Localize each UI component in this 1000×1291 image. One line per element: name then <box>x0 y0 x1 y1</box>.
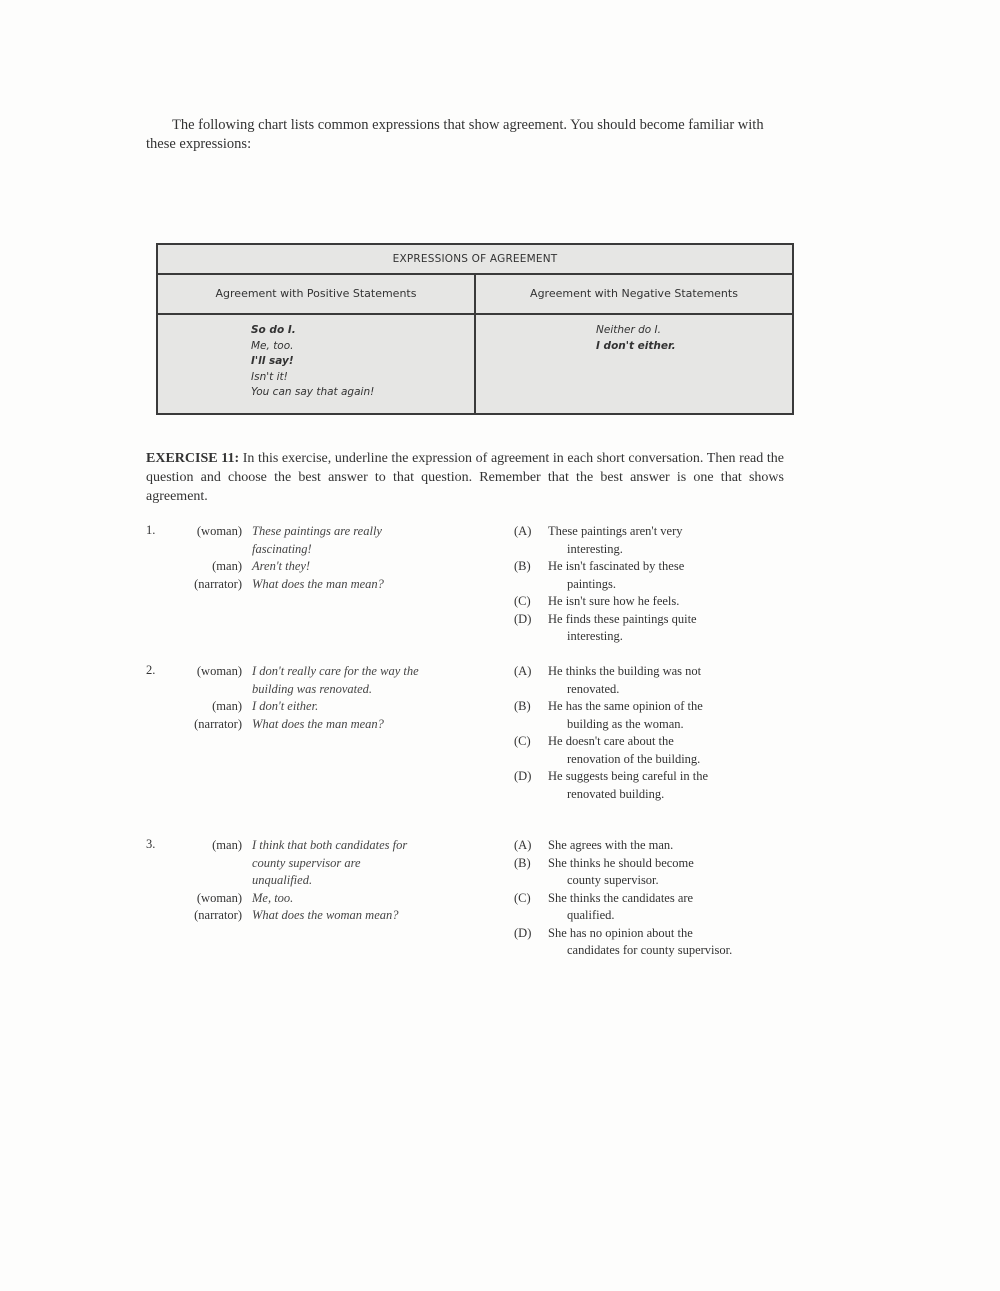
intro-paragraph: The following chart lists common expressions that show agreement. You should become familiar with these expressions: <box>146 117 764 152</box>
item-number: 3. <box>146 837 156 851</box>
option-text: He isn't fascinated by these paintings. <box>548 559 685 591</box>
option-text: He isn't sure how he feels. <box>548 594 680 608</box>
speech-text: I don't really care for the way the building was renovated. <box>252 664 419 696</box>
option-text: He has the same opinion of the building as the woman. <box>548 699 703 731</box>
speaker-label: (woman) <box>196 524 242 538</box>
conversation <box>166 837 456 925</box>
conversation-line <box>166 837 456 890</box>
speech-text: I think that both candidates for county supervisor are unqualified. <box>252 838 408 887</box>
expressions-chart <box>156 243 794 415</box>
chart-headers <box>158 275 792 315</box>
answer-options <box>514 837 814 960</box>
answer-option[interactable] <box>514 925 814 960</box>
conversation-line <box>166 698 456 716</box>
expression: Isn't it! <box>251 370 288 383</box>
option-text: She thinks the candidates are qualified. <box>548 890 694 922</box>
option-letter: (B) <box>514 855 531 870</box>
conversation <box>166 523 456 593</box>
conversation-line <box>166 890 456 908</box>
expression: Me, too. <box>251 339 294 352</box>
negative-column <box>476 315 792 415</box>
option-letter: (D) <box>514 769 532 783</box>
option-letter: (A) <box>514 524 532 538</box>
speech-text: What does the woman mean? <box>252 908 399 922</box>
expression: I'll say! <box>251 355 294 367</box>
option-letter: (B) <box>514 559 531 573</box>
conversation <box>166 663 456 733</box>
option-text: He doesn't care about the renovation of the building. <box>548 734 701 766</box>
conversation-line <box>166 716 456 734</box>
item-number: 2. <box>146 663 156 677</box>
option-letter: (A) <box>514 838 532 852</box>
conversation-line <box>166 907 456 925</box>
header-positive: Agreement with Positive Statements <box>158 275 476 313</box>
header-negative: Agreement with Negative Statements <box>530 287 738 300</box>
option-text: She has no opinion about the candidates for county supervisor. <box>548 925 733 957</box>
speech-text: Me, too. <box>252 890 294 905</box>
speech-text: What does the man mean? <box>252 576 384 591</box>
speech-text: What does the man mean? <box>252 716 384 731</box>
exercise-label: EXERCISE 11: <box>146 451 240 466</box>
answer-option[interactable] <box>514 558 814 593</box>
option-text: She thinks he should become county supervisor. <box>548 855 694 887</box>
expression: So do I. <box>251 324 296 336</box>
answer-option[interactable] <box>514 611 814 646</box>
answer-option[interactable] <box>514 698 814 733</box>
speaker-label: (narrator) <box>194 716 242 731</box>
speaker-label: (narrator) <box>194 576 242 591</box>
conversation-line <box>166 576 456 594</box>
answer-option[interactable] <box>514 593 814 611</box>
speech-text: These paintings are really fascinating! <box>252 524 382 556</box>
answer-option[interactable] <box>514 855 814 890</box>
speaker-label: (narrator) <box>194 908 242 922</box>
speaker-label: (man) <box>212 838 242 852</box>
speaker-label: (man) <box>212 559 242 573</box>
conversation-line <box>166 523 456 558</box>
option-text: He suggests being careful in the renovated building. <box>548 769 709 801</box>
speaker-label: (man) <box>212 699 242 713</box>
option-letter: (D) <box>514 925 532 940</box>
conversation-line <box>166 558 456 576</box>
option-letter: (D) <box>514 611 532 626</box>
conversation-line <box>166 663 456 698</box>
instructions-text: In this exercise, underline the expression of agreement in each short conversation. Then read the question and choose the best answer to that question. Remember that the best answer is one that shows agreement. <box>146 451 784 504</box>
option-letter: (A) <box>514 664 532 678</box>
chart-title: EXPRESSIONS OF AGREEMENT <box>158 245 792 275</box>
option-text: These paintings aren't very interesting. <box>548 524 683 556</box>
option-text: He thinks the building was not renovated. <box>548 664 702 696</box>
option-letter: (C) <box>514 890 531 905</box>
answer-option[interactable] <box>514 768 814 803</box>
option-text: He finds these paintings quite interesting. <box>548 611 697 643</box>
answer-options <box>514 663 814 803</box>
speech-text: Aren't they! <box>252 559 311 573</box>
expression: I don't either. <box>596 339 676 352</box>
option-letter: (C) <box>514 734 531 748</box>
answer-option[interactable] <box>514 523 814 558</box>
answer-options <box>514 523 814 646</box>
expression: You can say that again! <box>251 386 375 398</box>
answer-option[interactable] <box>514 663 814 698</box>
answer-option[interactable] <box>514 733 814 768</box>
speaker-label: (woman) <box>196 890 242 905</box>
speaker-label: (woman) <box>196 664 242 678</box>
answer-option[interactable] <box>514 890 814 925</box>
option-letter: (C) <box>514 594 531 608</box>
chart-body <box>158 315 792 415</box>
exercise-instructions <box>146 449 784 506</box>
option-text: She agrees with the man. <box>548 838 674 852</box>
expression: Neither do I. <box>596 324 661 336</box>
answer-option[interactable] <box>514 837 814 855</box>
option-letter: (B) <box>514 699 531 713</box>
speech-text: I don't either. <box>252 699 319 713</box>
item-number: 1. <box>146 523 156 537</box>
positive-column <box>158 315 476 415</box>
